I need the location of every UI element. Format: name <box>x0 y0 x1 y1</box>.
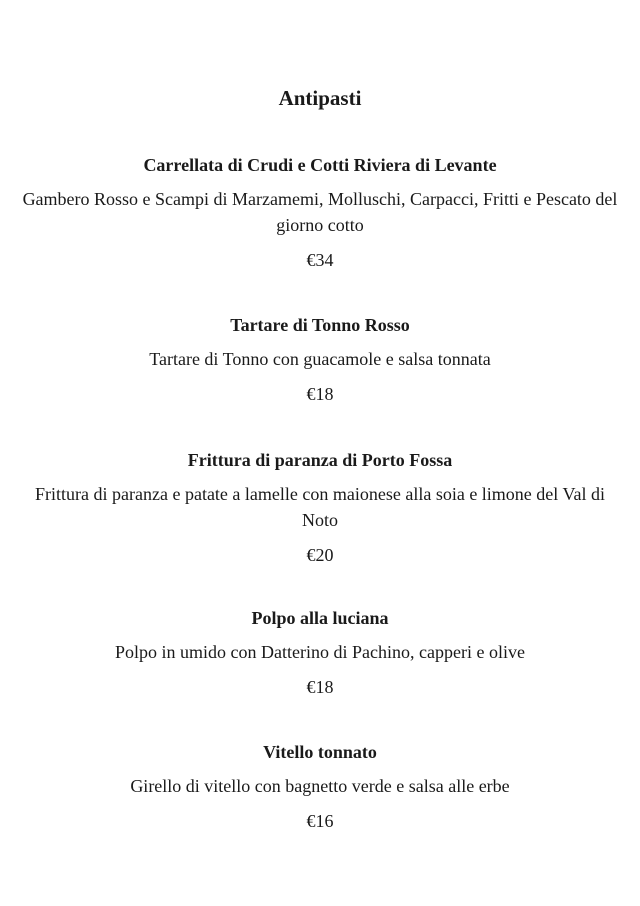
dish-name: Carrellata di Crudi e Cotti Riviera di Levante <box>143 155 497 175</box>
section-title: Antipasti <box>278 86 362 110</box>
dish-description: Polpo in umido con Datterino di Pachino, capperi e olive <box>115 642 525 662</box>
dish-name: Frittura di paranza di Porto Fossa <box>187 450 453 470</box>
dish-name: Polpo alla luciana <box>251 608 389 628</box>
dish-name: Tartare di Tonno Rosso <box>230 315 410 335</box>
dish-name: Vitello tonnato <box>263 742 377 762</box>
menu-item <box>20 153 620 272</box>
dish-price: €18 <box>306 384 334 404</box>
dish-description: Gambero Rosso e Scampi di Marzamemi, Molluschi, Carpacci, Fritti e Pescato del giorno cotto <box>22 189 618 235</box>
menu-item <box>20 448 620 567</box>
dish-description: Frittura di paranza e patate a lamelle con maionese alla soia e limone del Val di Noto <box>35 484 605 530</box>
dish-price: €18 <box>306 677 334 697</box>
dish-price: €34 <box>306 250 334 270</box>
dish-price: €16 <box>306 811 334 831</box>
menu-item <box>20 313 620 406</box>
menu-item <box>20 740 620 833</box>
dish-price: €20 <box>306 545 334 565</box>
dish-description: Tartare di Tonno con guacamole e salsa tonnata <box>149 349 491 369</box>
menu-item <box>20 606 620 699</box>
dish-description: Girello di vitello con bagnetto verde e salsa alle erbe <box>130 776 510 796</box>
